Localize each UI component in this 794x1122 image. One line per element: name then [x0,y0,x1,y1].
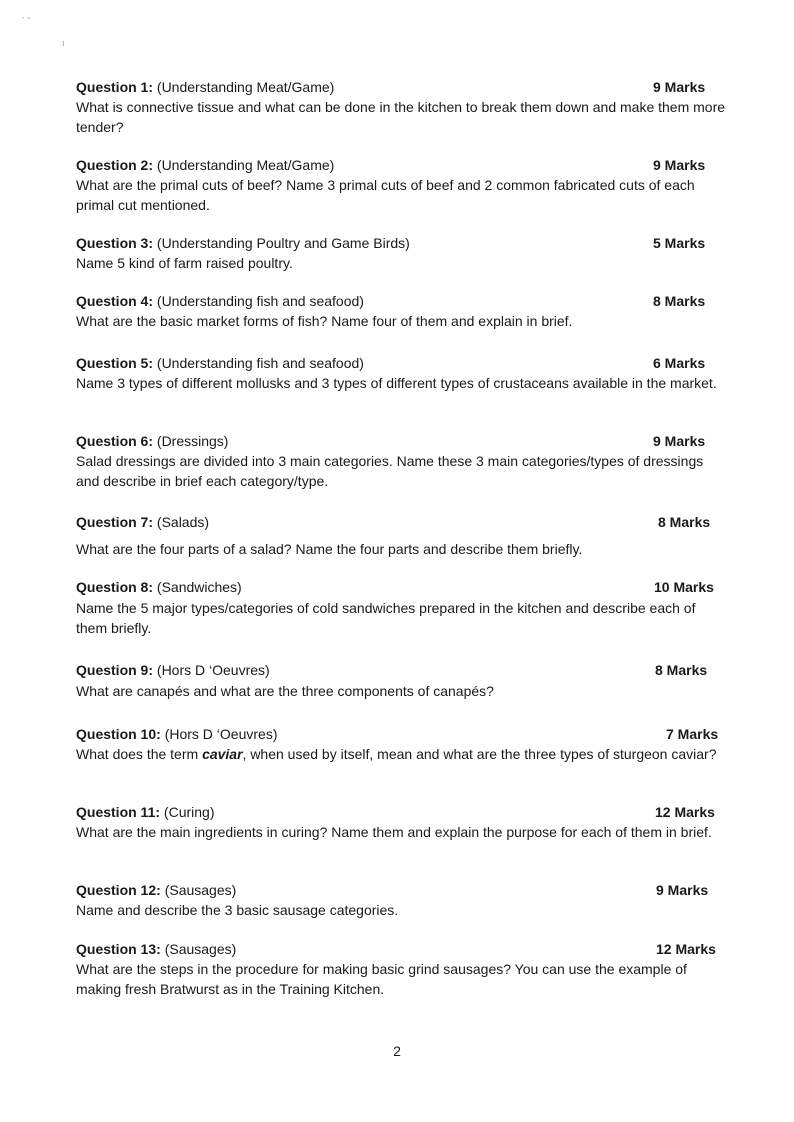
question-topic: (Sandwiches) [156,579,242,595]
question-marks: 9 Marks [653,157,706,173]
question-8 [76,577,726,638]
question-label: Question 4: [76,293,154,309]
question-2 [76,155,726,215]
question-topic: (Understanding Poultry and Game Birds) [156,235,410,251]
question-topic: (Sausages) [164,941,237,957]
question-topic: (Curing) [163,804,215,820]
question-topic: (Hors D ‘Oeuvres) [164,726,278,742]
question-marks: 5 Marks [653,235,706,251]
scan-speck: ´ ˘ [22,16,31,26]
question-topic: (Hors D ‘Oeuvres) [156,662,270,678]
question-topic: (Understanding Meat/Game) [156,157,335,173]
question-9 [76,660,726,701]
question-marks: 12 Marks [655,804,715,820]
question-topic: (Understanding fish and seafood) [156,293,364,309]
question-4 [76,291,726,331]
question-marks: 6 Marks [653,355,706,371]
question-marks: 9 Marks [653,433,706,449]
question-marks: 8 Marks [655,662,708,678]
question-1 [76,77,726,137]
emphasized-term: caviar [202,746,243,762]
question-label: Question 5: [76,355,154,371]
question-label: Question 7: [76,514,154,530]
question-marks: 10 Marks [654,579,714,595]
question-text: Salad dressings are divided into 3 main categories. Name these 3 main categories/types of dressings and describe in brief each category/type. [76,453,704,489]
question-text: Name 5 kind of farm raised poultry. [76,255,293,271]
question-marks: 12 Marks [656,941,716,957]
question-topic: (Dressings) [156,433,229,449]
question-text: What are the main ingredients in curing? Name them and explain the purpose for each of them in brief. [76,824,712,840]
question-marks: 8 Marks [653,293,706,309]
question-text: What does the term caviar, when used by itself, mean and what are the three types of sturgeon caviar? [76,746,717,762]
question-topic: (Sausages) [164,882,237,898]
question-text: Name 3 types of different mollusks and 3 types of different types of crustaceans available in the market. [76,375,717,391]
question-label: Question 9: [76,662,154,678]
question-marks: 9 Marks [653,79,706,95]
question-text: What are canapés and what are the three components of canapés? [76,683,494,699]
question-marks: 9 Marks [656,882,709,898]
question-label: Question 10: [76,726,161,742]
question-text: Name the 5 major types/categories of cold sandwiches prepared in the kitchen and describe each of them briefly. [76,600,696,636]
question-marks: 7 Marks [666,726,719,742]
question-label: Question 2: [76,157,154,173]
question-12 [76,880,726,920]
question-label: Question 6: [76,433,154,449]
question-text: What are the steps in the procedure for making basic grind sausages? You can use the example of making fresh Bratwurst as in the Training Kitchen. [76,961,687,997]
question-6 [76,431,726,491]
question-5 [76,353,726,393]
question-text: Name and describe the 3 basic sausage categories. [76,902,399,918]
question-label: Question 1: [76,79,154,95]
scan-speck: ı [62,38,65,48]
question-label: Question 11: [76,804,161,820]
question-label: Question 12: [76,882,161,898]
question-text: What are the four parts of a salad? Name the four parts and describe them briefly. [76,541,583,557]
question-10 [76,724,726,764]
question-label: Question 3: [76,235,154,251]
question-label: Question 8: [76,579,154,595]
question-text: What are the primal cuts of beef? Name 3 primal cuts of beef and 2 common fabricated cuts of each primal cut mentioned. [76,177,695,213]
page-number: 2 [393,1043,401,1059]
question-topic: (Understanding fish and seafood) [156,355,364,371]
question-7 [76,512,726,559]
question-13 [76,939,726,999]
question-topic: (Understanding Meat/Game) [156,79,335,95]
question-3 [76,233,726,273]
question-11 [76,802,726,842]
question-label: Question 13: [76,941,161,957]
question-topic: (Salads) [156,514,210,530]
question-text: What are the basic market forms of fish? Name four of them and explain in brief. [76,313,573,329]
question-marks: 8 Marks [658,514,711,530]
question-text: What is connective tissue and what can be done in the kitchen to break them down and make them more tender? [76,99,726,135]
